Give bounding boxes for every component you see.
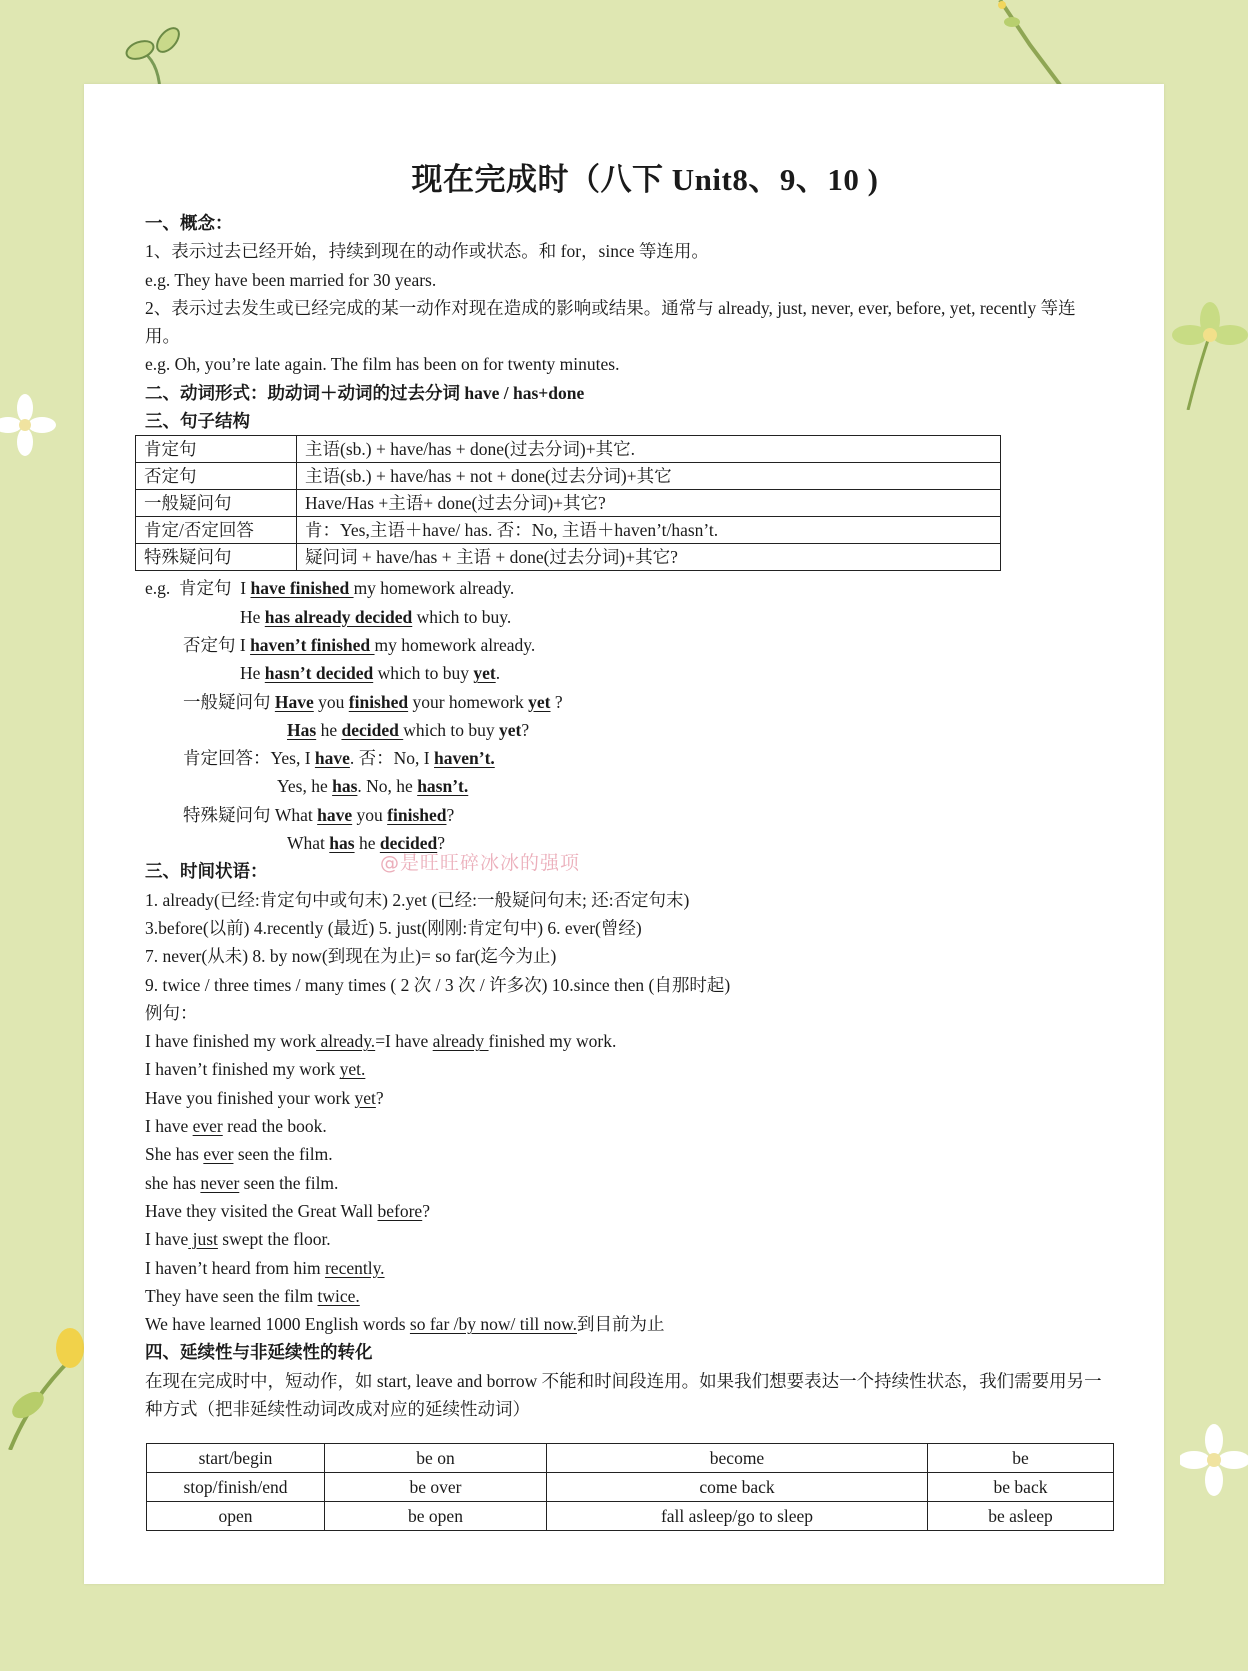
text: I [239, 634, 251, 655]
text: read the book. [222, 1116, 327, 1137]
text: ? [521, 719, 530, 740]
table-cell: stop/finish/end [147, 1473, 325, 1502]
examples-label: 例句： [145, 1002, 198, 1023]
text: Yes, he [277, 776, 333, 797]
structure-type: 特殊疑问句 [136, 544, 297, 571]
structure-type: 一般疑问句 [136, 490, 297, 517]
verb-conversion-table [146, 1443, 1114, 1531]
text: you [352, 804, 388, 825]
answer-label: 肯定回答： [183, 748, 271, 769]
highlight: so far /by now/ till now. [409, 1314, 577, 1335]
text: ? [437, 833, 446, 854]
structure-pattern: 肯：Yes,主语＋have/ has. 否：No, 主语＋haven’t/hasn’t. [297, 517, 1001, 544]
text: He [240, 606, 265, 627]
page-title: 现在完成时（八下 Unit8、9、10 ) [411, 162, 879, 197]
text: Yes, I [270, 748, 315, 769]
text: seen the film. [239, 1172, 339, 1193]
highlight: yet [354, 1087, 376, 1108]
adverbial-line-2: 3.before(以前) 4.recently (最近) 5. just(刚刚:肯定句中) 6. ever(曾经) [145, 917, 642, 938]
example-affirmative-2 [145, 603, 1105, 631]
structure-pattern: 主语(sb.) + have/has + not + done(过去分词)+其它 [297, 463, 1001, 490]
example-sentence [145, 1027, 1105, 1055]
concept-example-1: e.g. They have been married for 30 years. [145, 269, 437, 290]
highlight: have [317, 804, 353, 825]
table-cell: come back [547, 1473, 928, 1502]
highlight: decided [341, 719, 404, 740]
highlight: hasn’t decided [264, 663, 374, 684]
example-sentence [145, 1282, 1105, 1310]
example-negative-1 [145, 631, 1105, 659]
highlight: finished [387, 804, 447, 825]
text: which to buy [373, 663, 474, 684]
text: ? [446, 804, 455, 825]
text: . 否：No, I [349, 748, 435, 769]
table-cell: fall asleep/go to sleep [547, 1502, 928, 1531]
text: which to buy. [412, 606, 512, 627]
structure-heading: 三、句子结构 [145, 411, 250, 432]
concept-point-2: 2、表示过去发生或已经完成的某一动作对现在造成的影响或结果。通常与 already, just, never, ever, before, yet, recently 等连用。 [145, 297, 1076, 347]
adverbial-line-4: 9. twice / three times / many times ( 2 次 / 3 次 / 许多次) 10.since then (自那时起) [145, 974, 731, 995]
flower-right-icon [1168, 300, 1248, 410]
table-cell: be open [325, 1502, 547, 1531]
table-cell: become [547, 1444, 928, 1473]
worksheet-content [145, 154, 1105, 1531]
example-question-1 [145, 688, 1105, 716]
table-cell: start/begin [147, 1444, 325, 1473]
table-cell: be back [928, 1473, 1114, 1502]
affirmative-label: 肯定句 [179, 578, 232, 599]
example-sentence [145, 1254, 1105, 1282]
example-sentence [145, 1225, 1105, 1253]
text: seen the film. [233, 1144, 333, 1165]
sentence-structure-table [135, 435, 1001, 571]
table-cell: be [928, 1444, 1114, 1473]
text: We have learned 1000 English words [145, 1314, 410, 1335]
table-cell: be over [325, 1473, 547, 1502]
text: he [354, 833, 380, 854]
flower-bottom-left-icon [0, 1310, 90, 1450]
highlight: ever [203, 1144, 234, 1165]
example-sentence [145, 1084, 1105, 1112]
example-sentence [145, 1197, 1105, 1225]
wh-question-label: 特殊疑问句 [183, 804, 271, 825]
highlight: Have [274, 691, 314, 712]
text: I haven’t heard from him [145, 1257, 325, 1278]
example-sentence [145, 1140, 1105, 1168]
text: ? [550, 691, 563, 712]
example-affirmative-1 [145, 574, 1105, 602]
text: I have [145, 1116, 193, 1137]
worksheet-page [84, 84, 1164, 1584]
adverbial-line-1: 1. already(已经:肯定句中或句末) 2.yet (已经:一般疑问句末; 还:否定句末) [145, 889, 690, 910]
text: finished my work. [488, 1031, 617, 1052]
negative-label: 否定句 [183, 634, 236, 655]
text: ? [422, 1200, 430, 1221]
watermark: @是旺旺碎冰冰的强项 [380, 852, 581, 874]
text: =I have [375, 1031, 433, 1052]
flower-left-icon [0, 390, 60, 460]
conversion-heading: 四、延续性与非延续性的转化 [145, 1342, 373, 1363]
highlight: has [332, 776, 358, 797]
highlight: yet [498, 719, 522, 740]
example-wh-question-1 [145, 801, 1105, 829]
highlight: have finished [250, 578, 354, 599]
highlight: has already decided [264, 606, 413, 627]
highlight: Has [287, 719, 317, 740]
structure-type: 肯定句 [136, 436, 297, 463]
verb-form-heading: 二、动词形式：助动词＋动词的过去分词 have / has+done [145, 382, 585, 403]
text: I [240, 578, 251, 599]
text: he [316, 719, 342, 740]
text: my homework already. [353, 578, 515, 599]
structure-type: 肯定/否定回答 [136, 517, 297, 544]
highlight: has [329, 833, 355, 854]
example-sentence [145, 1112, 1105, 1140]
table-row [136, 517, 1001, 544]
text: What [287, 833, 330, 854]
text: They have seen the film [145, 1285, 318, 1306]
table-row [136, 463, 1001, 490]
table-cell: open [147, 1502, 325, 1531]
highlight: never [200, 1172, 240, 1193]
table-row [147, 1473, 1114, 1502]
table-row [136, 544, 1001, 571]
text: . [495, 663, 501, 684]
text: which to buy [403, 719, 499, 740]
conversion-text: 在现在完成时中，短动作，如 start, leave and borrow 不能和时间段连用。如果我们想要表达一个持续性状态，我们需要用另一种方式（把非延续性动词改成对应的延续性动词） [145, 1370, 1102, 1419]
text: she has [145, 1172, 201, 1193]
text: Have you finished your work [145, 1087, 355, 1108]
example-sentence [145, 1169, 1105, 1197]
example-sentence [145, 1310, 1105, 1338]
concept-heading: 一、概念： [145, 213, 233, 233]
text: What [274, 804, 318, 825]
text: your homework [408, 691, 529, 712]
highlight: before [377, 1200, 423, 1221]
highlight: haven’t finished [250, 634, 375, 655]
table-cell: be asleep [928, 1502, 1114, 1531]
text: 到目前为止 [576, 1314, 665, 1335]
highlight: finished [348, 691, 409, 712]
text: swept the floor. [217, 1229, 331, 1250]
text: I have [145, 1229, 189, 1250]
example-question-2 [145, 716, 1105, 744]
table-cell: be on [325, 1444, 547, 1473]
highlight: already [432, 1031, 489, 1052]
highlight: yet. [339, 1059, 366, 1080]
adverbial-line-3: 7. never(从未) 8. by now(到现在为止)= so far(迄今为止) [145, 946, 557, 967]
highlight: already. [316, 1031, 376, 1052]
text: Have they visited the Great Wall [145, 1200, 378, 1221]
table-row [136, 436, 1001, 463]
leaf-sprig-top-left-icon [120, 20, 200, 90]
table-row [136, 490, 1001, 517]
highlight: hasn’t. [417, 776, 469, 797]
text: I haven’t finished my work [145, 1059, 340, 1080]
table-row [147, 1502, 1114, 1531]
highlight: ever [192, 1116, 223, 1137]
concept-point-1: 1、表示过去已经开始，持续到现在的动作或状态。和 for，since 等连用。 [145, 241, 709, 262]
highlight: have [314, 748, 350, 769]
text: I have finished my work [145, 1031, 317, 1052]
example-answer-1 [145, 744, 1105, 772]
question-label: 一般疑问句 [183, 691, 271, 712]
structure-pattern: 疑问词 + have/has + 主语 + done(过去分词)+其它? [297, 544, 1001, 571]
text: He [240, 663, 265, 684]
highlight: twice. [317, 1285, 360, 1306]
structure-pattern: Have/Has +主语+ done(过去分词)+其它? [297, 490, 1001, 517]
example-negative-2 [145, 659, 1105, 687]
text: you [313, 691, 349, 712]
highlight: decided [379, 833, 438, 854]
example-sentence [145, 1055, 1105, 1083]
time-adverbials-heading: 三、时间状语： [145, 861, 268, 882]
structure-type: 否定句 [136, 463, 297, 490]
highlight: haven’t. [434, 748, 495, 769]
text: my homework already. [374, 634, 536, 655]
table-row [147, 1444, 1114, 1473]
concept-example-2: e.g. Oh, you’re late again. The film has been on for twenty minutes. [145, 354, 620, 375]
text: ? [375, 1087, 384, 1108]
flower-bottom-right-icon [1180, 1420, 1248, 1500]
text: She has [145, 1144, 204, 1165]
example-wh-question-2 [145, 829, 1105, 857]
highlight: just [188, 1229, 218, 1250]
text: . No, he [357, 776, 418, 797]
highlight: yet [473, 663, 496, 684]
branch-top-right-icon [990, 0, 1080, 85]
highlight: yet [528, 691, 551, 712]
highlight: recently. [324, 1257, 385, 1278]
eg-label: e.g. [145, 578, 171, 599]
structure-pattern: 主语(sb.) + have/has + done(过去分词)+其它. [297, 436, 1001, 463]
example-answer-2 [145, 772, 1105, 800]
